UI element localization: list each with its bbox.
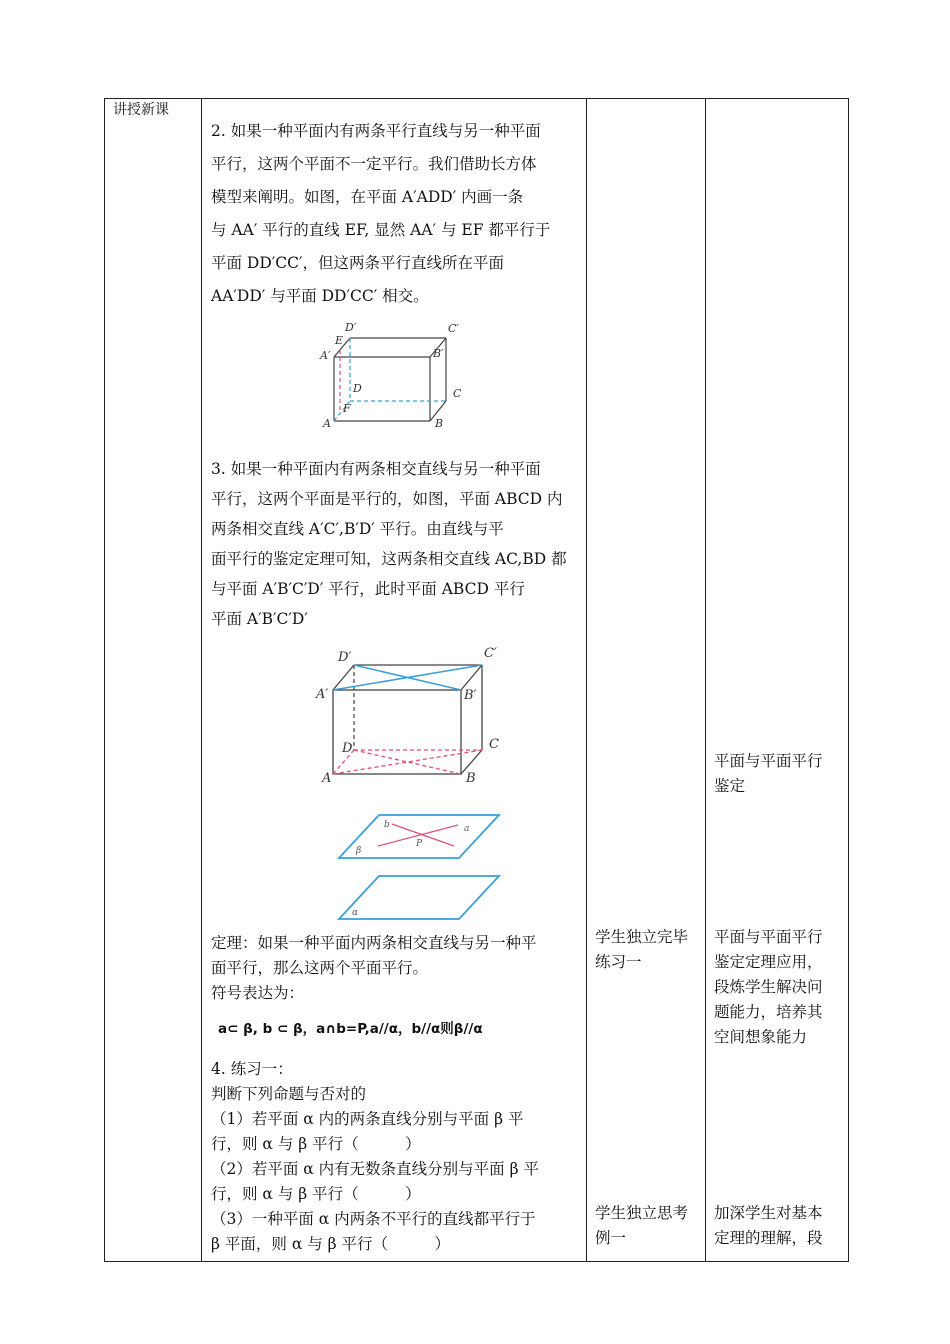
label-b1: B′: [433, 347, 444, 360]
label-alpha: α: [352, 908, 359, 918]
label-d: D: [342, 741, 353, 756]
student-note-2: [595, 1201, 701, 1251]
plane-beta: [339, 815, 499, 858]
text-line: 3. 如果一种平面内有两条相交直线与另一种平面: [211, 460, 541, 478]
student-activity-cell: [587, 99, 706, 1262]
text-line: 模型来阐明。如图，在平面 A′ADD′ 内画一条: [211, 188, 524, 206]
label-c1: C′: [484, 646, 497, 661]
text-line: 平行，这两个平面不一定平行。我们借助长方体: [211, 155, 537, 173]
text-line: AA′DD′ 与平面 DD′CC′ 相交。: [211, 287, 429, 305]
student-note-1: [595, 925, 701, 975]
content-cell: [202, 99, 587, 1262]
text-line: 段炼学生解决问: [714, 978, 823, 996]
label-b: B: [466, 771, 476, 786]
symbol-formula: a⊂ β, b ⊂ β，a∩b=P,a//α，b//α则β//α: [218, 1021, 483, 1037]
label-a: a: [464, 824, 470, 834]
label-a: A: [323, 417, 331, 429]
plane-alpha: [339, 876, 499, 919]
exercise-text: [211, 1057, 573, 1257]
text-line: 空间想象能力: [714, 1028, 808, 1046]
intent-note-3: [714, 1201, 842, 1251]
text-line: 判断下列命题与否对的: [211, 1085, 367, 1103]
text-line: 平面 DD′CC′，但这两条平行直线所在平面: [211, 254, 505, 272]
text-line: 面平行，那么这两个平面平行。: [211, 959, 429, 977]
text-line: 两条相交直线 A′C′,B′D′ 平行。由直线与平: [211, 520, 504, 538]
intent-note-2: [714, 925, 842, 1050]
label-e: E: [335, 334, 344, 347]
label-d1: D′: [345, 321, 357, 334]
label-d: D: [353, 382, 362, 395]
text-line: 4. 练习一：: [211, 1060, 293, 1078]
text-line: 与平面 A′B′C′D′ 平行，此时平面 ABCD 平行: [211, 580, 525, 598]
paragraph-2: [211, 115, 573, 313]
text-line: 定理的理解，段: [714, 1229, 823, 1247]
cuboid-figure-diagonals: [314, 642, 514, 792]
paragraph-3: [211, 454, 577, 634]
parallel-planes-figure: [326, 804, 506, 924]
text-line: 平面与平面平行: [714, 928, 823, 946]
row-label: 讲授新课: [113, 102, 169, 118]
text-line: 鉴定定理应用，: [714, 953, 823, 971]
lesson-table: [104, 98, 849, 1262]
text-line: 2. 如果一种平面内有两条平行直线与另一种平面: [211, 122, 541, 140]
label-p: P: [416, 839, 423, 849]
label-b: B: [435, 417, 444, 429]
intent-note-1: [714, 749, 842, 799]
label-f: F: [343, 402, 351, 415]
text-line: （2）若平面 α 内有无数条直线分别与平面 β 平: [211, 1160, 539, 1178]
text-line: 加深学生对基本: [714, 1204, 823, 1222]
label-c: C: [489, 737, 499, 752]
row-label-cell: [105, 99, 202, 1262]
theorem-text: [211, 931, 573, 1006]
text-line: 题能力，培养其: [714, 1003, 823, 1021]
text-line: 行，则 α 与 β 平行（ ）: [211, 1185, 421, 1203]
text-line: 练习一: [595, 953, 642, 971]
text-line: 行，则 α 与 β 平行（ ）: [211, 1135, 421, 1153]
label-c: C: [453, 387, 462, 400]
text-line: 符号表达为：: [211, 984, 305, 1002]
label-beta: β: [356, 846, 362, 856]
label-a: A: [322, 771, 332, 786]
text-line: 学生独立完毕: [595, 928, 689, 946]
text-line: 平面 A′B′C′D′: [211, 610, 308, 628]
text-line: 平行，这两个平面是平行的，如图，平面 ABCD 内: [211, 490, 563, 508]
text-line: 例一: [595, 1229, 627, 1247]
text-line: 平面与平面平行: [714, 752, 823, 770]
table-row: [105, 99, 849, 1262]
label-b: b: [384, 820, 390, 830]
text-line: （3）一种平面 α 内两条不平行的直线都平行于: [211, 1210, 536, 1228]
design-intent-cell: [706, 99, 849, 1262]
label-a1: A′: [320, 349, 331, 362]
label-d1: D′: [338, 650, 352, 665]
text-line: 学生独立思考: [595, 1204, 689, 1222]
text-line: 定理：如果一种平面内两条相交直线与另一种平: [211, 934, 537, 952]
text-line: 与 AA′ 平行的直线 EF, 显然 AA′ 与 EF 都平行于: [211, 221, 551, 239]
text-line: 面平行的鉴定定理可知，这两条相交直线 AC,BD 都: [211, 550, 567, 568]
cuboid-figure-ef: [317, 317, 467, 429]
text-line: β 平面，则 α 与 β 平行（ ）: [211, 1235, 451, 1253]
label-c1: C′: [448, 322, 459, 335]
text-line: （1）若平面 α 内的两条直线分别与平面 β 平: [211, 1110, 524, 1128]
text-line: 鉴定: [714, 777, 746, 795]
label-a1: A′: [316, 687, 329, 702]
label-b1: B′: [464, 688, 477, 703]
